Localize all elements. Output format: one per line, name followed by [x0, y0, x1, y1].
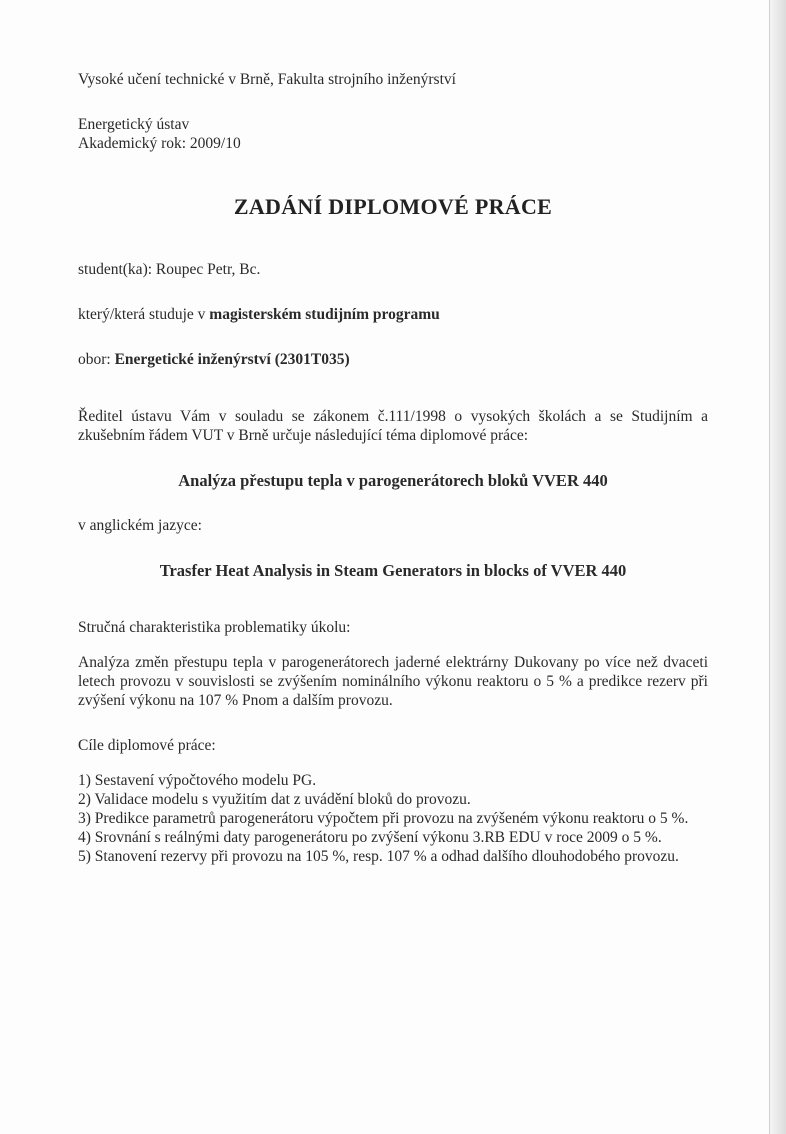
programme-label: který/která studuje v [78, 306, 210, 323]
document-title: ZADÁNÍ DIPLOMOVÉ PRÁCE [233, 194, 553, 219]
goal-item-5: 5) Stanovení rezervy při provozu na 105 %, resp. 107 % a odhad dalšího dlouhodobého provozu. [78, 848, 679, 865]
institute-line: Energetický ústav [78, 116, 190, 133]
characteristics-text: Analýza změn přestupu tepla v parogenerátorech jaderné elektrárny Dukovany po více než dvaceti letech provozu v souvislosti se zvýšením nominálního výkonu reaktoru o 5 % a predikce rezerv při zvýšení výkonu na 107 % Pnom a dalším provozu. [78, 654, 708, 709]
topic-english: Trasfer Heat Analysis in Steam Generators in blocks of VVER 440 [159, 561, 627, 580]
student-label: student(ka): [78, 261, 156, 278]
goal-item-4: 4) Srovnání s reálnými daty parogenerátoru po zvýšení výkonu 3.RB EDU v roce 2009 o 5 %. [78, 829, 662, 846]
topic-czech: Analýza přestupu tepla v parogenerátorech bloků VVER 440 [178, 471, 608, 490]
university-line: Vysoké učení technické v Brně, Fakulta strojního inženýrství [78, 71, 456, 88]
field-label: obor: [78, 351, 115, 368]
student-value: Roupec Petr, Bc. [155, 261, 261, 278]
goal-item-2: 2) Validace modelu s využitím dat z uvádění bloků do provozu. [78, 791, 471, 808]
document-content [78, 70, 708, 866]
english-label: v anglickém jazyce: [78, 517, 202, 534]
programme-line [78, 305, 708, 324]
page-edge-shadow [770, 0, 786, 1134]
directive-paragraph: Ředitel ústavu Vám v souladu se zákonem č.111/1998 o vysokých školách a se Studijním a zkušebním řádem VUT v Brně určuje následující téma diplomové práce: [78, 408, 708, 444]
characteristics-heading: Stručná charakteristika problematiky úkolu: [78, 619, 351, 636]
goal-item-1: 1) Sestavení výpočtového modelu PG. [78, 772, 317, 789]
goals-list [78, 771, 708, 866]
field-line [78, 350, 708, 369]
goals-heading: Cíle diplomové práce: [78, 737, 216, 754]
programme-value: magisterském studijním programu [209, 306, 440, 323]
goal-item-3: 3) Predikce parametrů parogenerátoru výpočtem při provozu na zvýšeném výkonu reaktoru o 5 %. [78, 810, 689, 827]
field-value: Energetické inženýrství (2301T035) [114, 351, 350, 368]
academic-year-line: Akademický rok: 2009/10 [78, 135, 241, 152]
student-line [78, 260, 708, 279]
